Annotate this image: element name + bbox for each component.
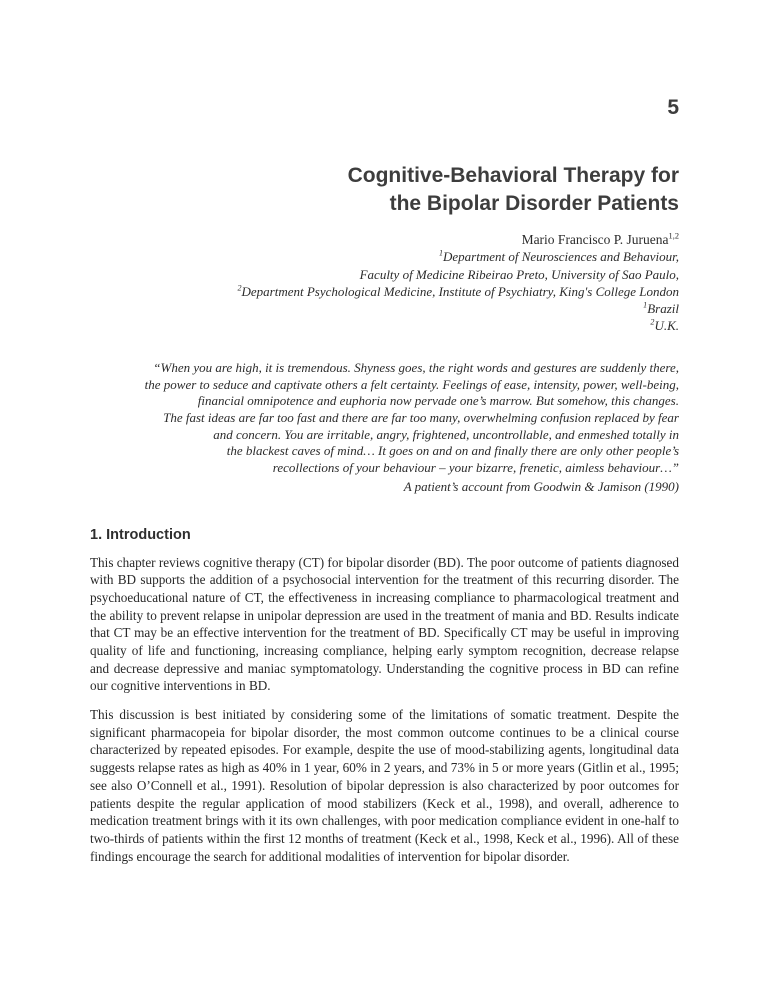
affiliation-text: U.K. [654, 318, 679, 334]
author-superscript: 1,2 [668, 231, 679, 241]
affiliation-text: Department of Neurosciences and Behaviour, [443, 249, 679, 265]
quote-line: the power to seduce and captivate others a felt certainty. Feelings of ease, intensity, power, well-being, [144, 376, 679, 392]
epigraph-quote [90, 360, 679, 476]
affiliation-superscript: 1 [438, 249, 443, 259]
affiliation-line [90, 266, 679, 283]
quote-line: The fast ideas are far too fast and there are far too many, overwhelming confusion replaced by fear [163, 410, 679, 426]
author-name: Mario Francisco P. Juruena [521, 232, 669, 248]
quote-line: and concern. You are irritable, angry, frightened, uncontrollable, and enmeshed totally in [213, 426, 679, 442]
quote-attribution: A patient’s account from Goodwin & Jamison (1990) [403, 478, 679, 494]
affiliation-line [90, 317, 679, 334]
section-heading-introduction: 1. Introduction [90, 526, 191, 543]
affiliation-superscript: 2 [650, 317, 655, 327]
quote-line: recollections of your behaviour – your bizarre, frenetic, aimless behaviour…” [272, 459, 679, 475]
quote-line: “When you are high, it is tremendous. Shyness goes, the right words and gestures are suddenly there, [153, 360, 679, 376]
intro-paragraph-2: This discussion is best initiated by considering some of the limitations of somatic treatment. Despite the significant pharmacopeia for bipolar disorder, the most common outcome continues to be a clinical course characterized by repeated episodes. For example, despite the use of mood-stabilizing agents, longitudinal data suggests relapse rates as high as 40% in 1 year, 60% in 2 years, and 73% in 5 or more years (Gitlin et al., 1995; see also O’Connell et al., 1991). Resolution of bipolar depression is also characterized by poor outcomes for patients despite the regular application of mood stabilizers (Keck et al., 1998), and overall, adherence to medication treatment brings with it its own challenges, with poor medication compliance evident in one-half to two-thirds of patients within the first 12 months of treatment (Keck et al., 1998, Keck et al., 1996). All of these findings encourage the search for additional modalities of intervention for bipolar disorder. [90, 707, 679, 864]
chapter-title-line-1: Cognitive-Behavioral Therapy for [347, 164, 679, 187]
affiliation-text: Faculty of Medicine Ribeirao Preto, University of Sao Paulo, [359, 266, 679, 282]
chapter-number: 5 [667, 96, 679, 119]
affiliation-text: Brazil [647, 300, 679, 316]
author-line [90, 232, 679, 248]
intro-paragraph-1: This chapter reviews cognitive therapy (CT) for bipolar disorder (BD). The poor outcome of patients diagnosed with BD supports the addition of a psychosocial intervention for the treatment of this recurring disorder. The psychoeducational nature of CT, the effectiveness in increasing compliance to pharmacological treatment and the ability to prevent relapse in unipolar depression are used in the treatment of mania and BD. Results indicate that CT may be an effective intervention for the treatment of BD. Specifically CT may be useful in improving quality of life and functioning, increasing compliance, helping early symptom recognition, decrease relapse and decrease depressive and maniac symptomatology. Understanding the cognitive process in BD can refine our cognitive interventions in BD. [90, 554, 679, 694]
quote-line: the blackest caves of mind… It goes on and on and finally there are only other people’s [226, 443, 679, 459]
affiliation-superscript: 2 [237, 283, 242, 293]
affiliation-text: Department Psychological Medicine, Institute of Psychiatry, King's College London [241, 283, 679, 299]
affiliation-line [90, 300, 679, 317]
affiliations-block [90, 248, 679, 334]
affiliation-line [90, 283, 679, 300]
chapter-title-line-2: the Bipolar Disorder Patients [389, 191, 679, 215]
quote-line: financial omnipotence and euphoria now pervade one’s marrow. But somehow, this changes. [197, 393, 679, 409]
affiliation-line [90, 248, 679, 265]
affiliation-superscript: 1 [643, 300, 648, 310]
chapter-title [90, 162, 679, 217]
